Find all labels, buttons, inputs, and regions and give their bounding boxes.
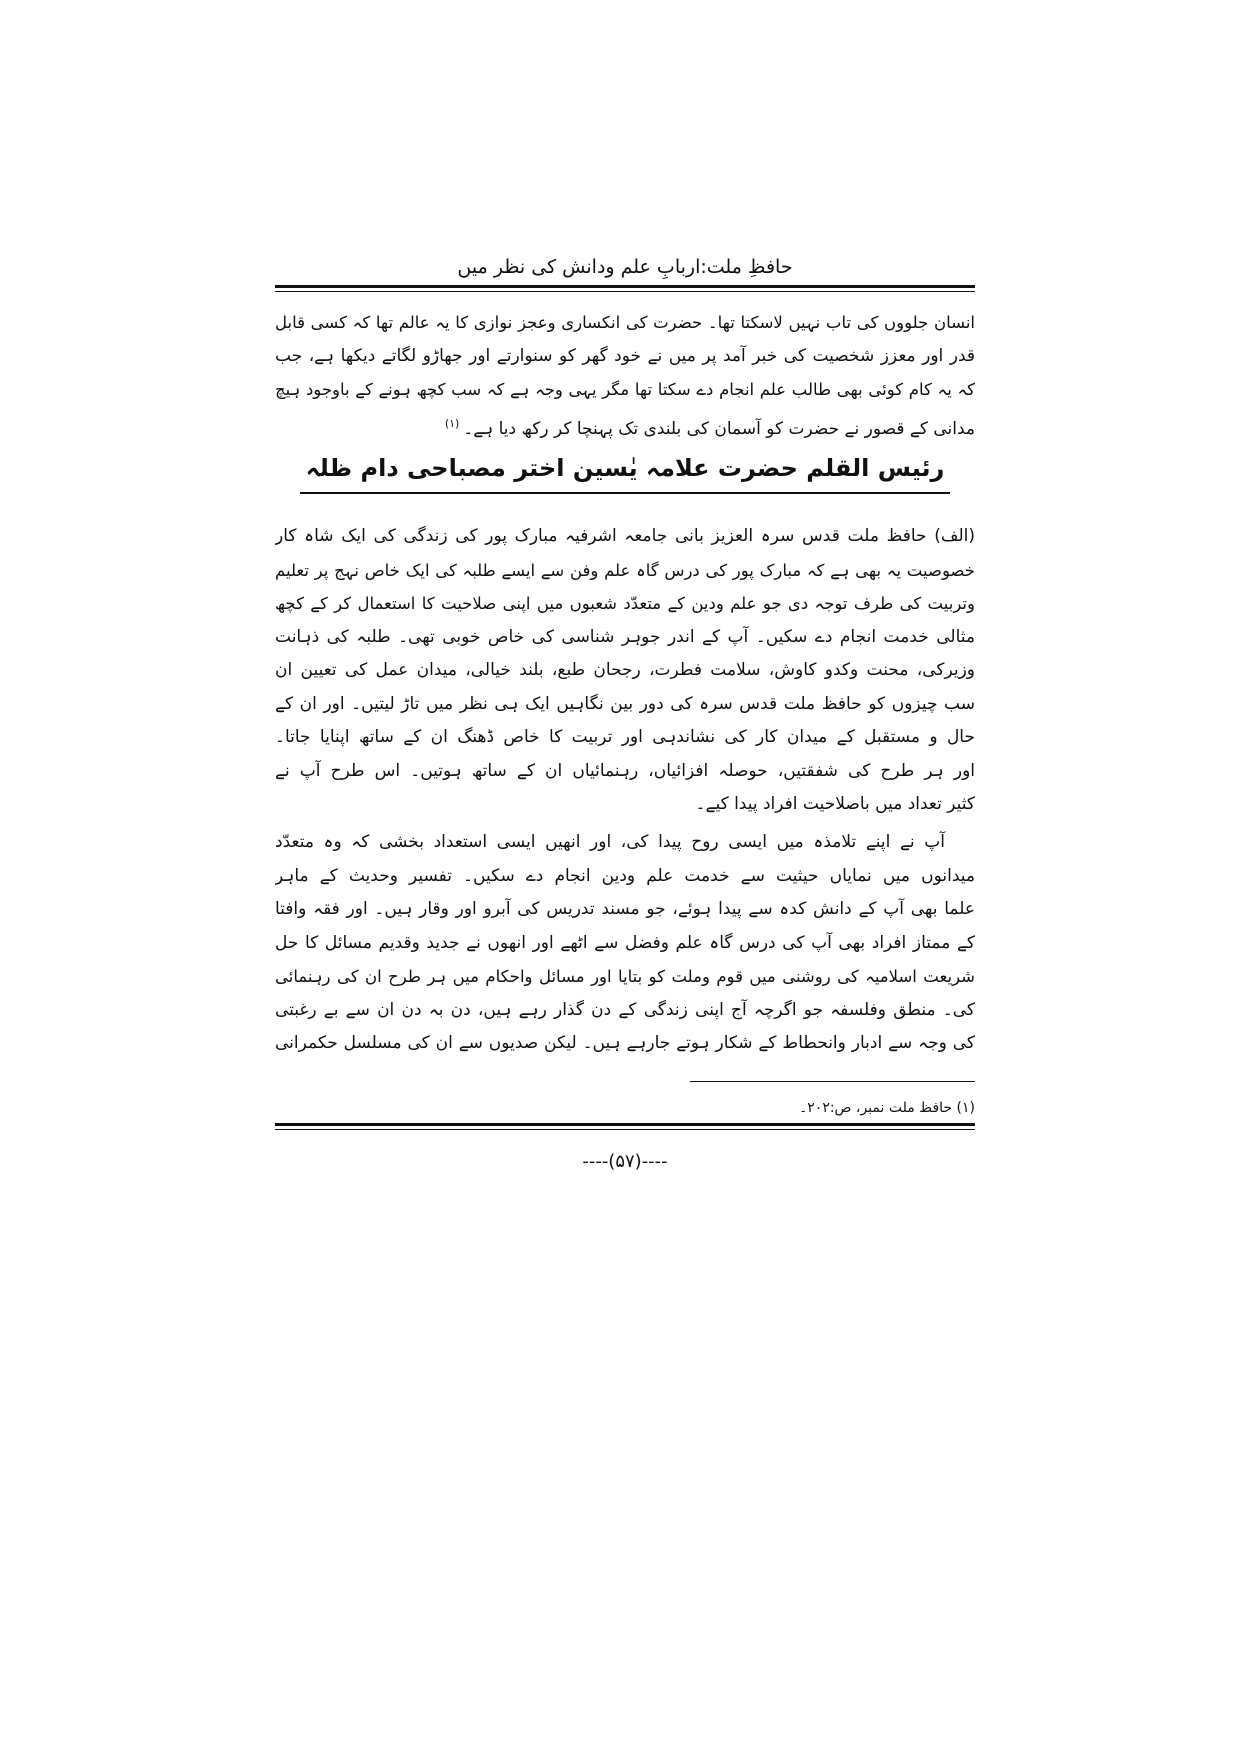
section-heading-block [275, 444, 975, 500]
text-line: کہ یہ کام کوئی بھی طالب علم انجام دے سکتا تھا مگر یہی وجہ ہے کہ سب کچھ ہونے کے باوجود ہیچ [275, 380, 975, 399]
text-line [275, 407, 975, 441]
footnote-rule [690, 1081, 975, 1082]
text-line: انسان جلووں کی تاب نہیں لاسکتا تھا۔ حضرت کی انکساری وعجز نوازی کا یہ عالم تھا کہ کسی قابل [275, 313, 975, 332]
running-header [275, 250, 975, 284]
paragraph-2 [275, 520, 975, 822]
text-line: وزیرکی، محنت وکدو کاوش، سلامت فطرت، رجحان طبع، بلند خیالی، میدان عمل کی تعیین ان [275, 660, 975, 680]
text-line: حال و مستقبل کے میدان کار کی نشاندہی اور تربیت کا خاص ڈھنگ ان کے ساتھ اپنایا جاتا۔ [275, 727, 975, 747]
page-number-text: ----(۵۷)---- [582, 1151, 668, 1172]
text-line: خصوصیت یہ بھی ہے کہ مبارک پور کی درس گاہ علم وفن سے ایسے طلبہ کی ایک خاص نہج پر تعلیم [275, 560, 975, 580]
text-line: کے ممتاز افراد بھی آپ کی درس گاہ علم وفضل سے اٹھے اور انھوں نے جدید وقدیم مسائل کا حل [275, 932, 975, 953]
text-line: (الف) حافظ ملت قدس سرہ العزیز بانی جامعہ اشرفیہ مبارک پور کی زندگی کی ایک شاہ کار [275, 526, 975, 546]
paragraph-1 [275, 306, 975, 440]
text-line: قدر اور معزز شخصیت کی خبر آمد پر میں نے خود گھر کو سنوارتے اور جھاڑو لگاتے دیکھا ہے، جب [275, 345, 975, 366]
text-line: وتربیت کی طرف توجہ دی جو علم ودین کے متعدّد شعبوں میں اپنی صلاحیت کا استعمال کر کے کچھ [275, 594, 975, 613]
text-line: میدانوں میں نمایاں حیثیت سے خدمت علم ودین انجام دے سکیں۔ تفسیر وحدیث کے ماہر [275, 865, 975, 886]
footnote-marker: (۱) [444, 416, 460, 430]
footer-rule [275, 1123, 975, 1130]
text-line: اور ہر طرح کی شفقتیں، حوصلہ افزائیاں، رہنمائیاں ان کے ساتھ ہوتیں۔ اس طرح آپ نے [275, 760, 975, 781]
text-line: شریعت اسلامیہ کی روشنی میں قوم وملت کو بتایا اور مسائل واحکام میں ہر طرح ان کی رہنمائی [275, 967, 975, 986]
text-line: کثیر تعداد میں باصلاحیت افراد پیدا کیے۔ [695, 794, 975, 814]
section-heading: رئیس القلم حضرت علامہ یٰسین اختر مصباحی دام ظلہ [300, 444, 951, 494]
paragraph-3 [275, 826, 975, 1061]
footnote [275, 1094, 975, 1122]
text-line: سب چیزوں کو حافظ ملت قدس سرہ کی دور بین نگاہیں ایک ہی نظر میں تاڑ لیتیں۔ اور ان کے [275, 693, 975, 714]
text-line: کی وجہ سے ادبار وانحطاط کے شکار ہوتے جارہے ہیں۔ لیکن صدیوں سے ان کی مسلسل حکمرانی [275, 1033, 975, 1053]
text-line: علما بھی آپ کے دانش کدہ سے پیدا ہوئے، جو مسند تدریس کی آبرو اور وقار ہیں۔ اور فقہ وافتا [275, 899, 975, 919]
text-line: آپ نے اپنے تلامذہ میں ایسی روح پیدا کی، اور انھیں ایسی استعداد بخشی کہ وہ متعدّد [275, 832, 945, 852]
header-rule [275, 285, 975, 292]
footnote-text: (۱) حافظ ملت نمبر، ص:۲۰۲۔ [799, 1100, 975, 1116]
text-line-content: مدانی کے قصور نے حضرت کو آسمان کی بلندی تک پہنچا کر رکھ دیا ہے۔ [463, 418, 975, 439]
running-header-text: حافظِ ملت:اربابِ علم ودانش کی نظر میں [457, 256, 793, 278]
text-line: کی۔ منطق وفلسفہ جو اگرچہ آج اپنی زندگی کے دن گذار رہے ہیں، دن بہ دن ان سے بے رغبتی [275, 999, 975, 1020]
page-number [275, 1146, 975, 1178]
text-line: مثالی خدمت انجام دے سکیں۔ آپ کے اندر جوہر شناسی کی خاص خوبی تھی۔ طلبہ کی ذہانت [275, 626, 975, 647]
